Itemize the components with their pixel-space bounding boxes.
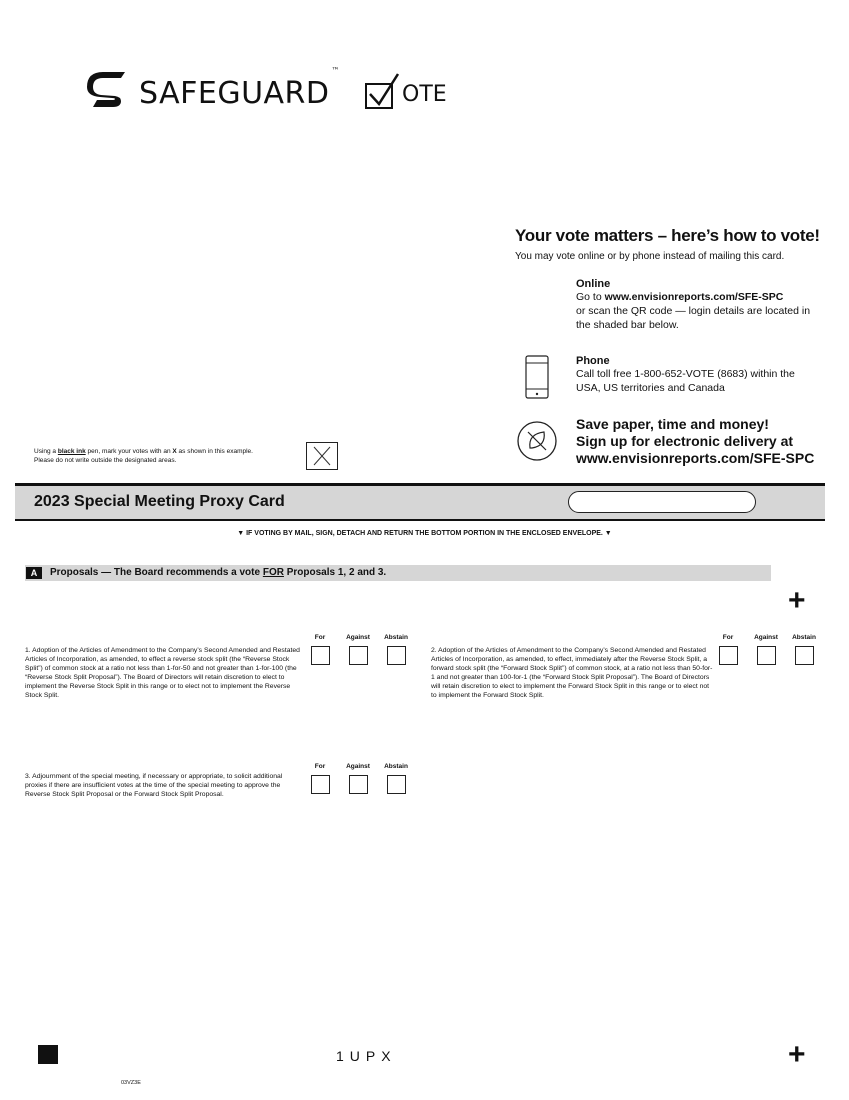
registration-square-mark [38, 1045, 58, 1064]
online-text: Go to www.envisionreports.com/SFE-SPC or scan the QR code — login details are located in the shaded bar below. [576, 291, 811, 331]
vote-logo: OTE [362, 70, 410, 116]
proxy-card-title: 2023 Special Meeting Proxy Card [34, 493, 285, 510]
proposal-3-against-checkbox[interactable] [349, 775, 368, 794]
header-bottom-rule [15, 519, 825, 521]
proposal-3-for-checkbox[interactable] [311, 775, 330, 794]
control-number-field[interactable] [568, 491, 756, 513]
proposal-1-text: 1. Adoption of the Articles of Amendment to the Company’s Second Amended and Restated Articles of Incorporation, as amended, to effect a reverse stock split (the “Reverse Stock Split”) of common stock at a ratio not less than 1-for-50 and not greater than 1-for-100 (the “Reverse Stock Split Proposal”). The Board of Directors will retain discretion to elect to implement the Reverse Stock Split in this range or to elect not to implement the Reverse Stock Split. [25, 647, 300, 699]
registration-plus-mark: + [788, 584, 806, 617]
proposal-2-text: 2. Adoption of the Articles of Amendment to the Company’s Second Amended and Restated Articles of Incorporation, as amended, to effect, immediately after the Reverse Stock Split, a forward stock split (the “Forward Stock Split”) of common stock, at a ratio not less than 50-for-1 and not greater than 100-for-1 (the “Forward Stock Split Proposal”). The Board of Directors will retain discretion to elect to implement the Forward Stock Split in this range or to elect not to implement the Forward Stock Split. [431, 647, 713, 699]
registration-plus-mark-bottom: + [788, 1038, 806, 1071]
x-mark-icon [307, 443, 337, 469]
online-url-link[interactable]: www.envisionreports.com/SFE-SPC [604, 291, 784, 303]
phone-text: Call toll free 1-800-652-VOTE (8683) within the USA, US territories and Canada [576, 368, 795, 394]
proposal-3-abstain-checkbox[interactable] [387, 775, 406, 794]
proposal-1-vote: For Against Abstain [301, 634, 415, 665]
proposal-1-against-checkbox[interactable] [349, 646, 368, 665]
leaf-icon [516, 420, 558, 462]
safeguard-logo-icon [85, 70, 131, 116]
electronic-delivery-promo: Save paper, time and money! Sign up for electronic delivery at www.envisionreports.com/SFE-SPC [576, 416, 836, 467]
brand-name: SAFEGUARD™ [139, 65, 341, 111]
proposal-2-abstain-checkbox[interactable] [795, 646, 814, 665]
detach-notice: ▼ IF VOTING BY MAIL, SIGN, DETACH AND RETURN THE BOTTOM PORTION IN THE ENCLOSED ENVELOPE. ▼ [237, 530, 612, 537]
online-title: Online [576, 278, 611, 290]
section-badge: A [26, 567, 42, 579]
proposal-3-text: 3. Adjournment of the special meeting, if necessary or appropriate, to solicit additional proxies if there are insufficient votes at the time of the special meeting to approve the Reverse Stock Split Proposal or the Forward Stock Split Proposal. [25, 773, 283, 798]
proposal-1-abstain-checkbox[interactable] [387, 646, 406, 665]
online-voting-section [576, 278, 816, 332]
proposal-2-for-checkbox[interactable] [719, 646, 738, 665]
example-mark-box [306, 442, 338, 470]
electronic-delivery-link[interactable]: www.envisionreports.com/SFE-SPC [576, 450, 815, 466]
proposal-2-against-checkbox[interactable] [757, 646, 776, 665]
proposal-2-vote: For Against Abstain [709, 634, 823, 665]
phone-title: Phone [576, 355, 610, 367]
marking-instructions: Using a black ink pen, mark your votes with an X as shown in this example. Please do not write outside the designated areas. [34, 448, 253, 464]
proposal-3-vote: For Against Abstain [301, 763, 415, 794]
how-to-vote-subtitle: You may vote online or by phone instead of mailing this card. [515, 251, 785, 262]
proposal-1-for-checkbox[interactable] [311, 646, 330, 665]
document-code: 03VZ3E [121, 1080, 141, 1086]
form-id-code: 1UPX [336, 1048, 397, 1064]
phone-voting-section [576, 355, 816, 395]
phone-icon [524, 355, 550, 399]
section-title: Proposals — The Board recommends a vote FOR Proposals 1, 2 and 3. [50, 567, 387, 578]
safeguard-vote-logo [85, 65, 447, 118]
how-to-vote-title: Your vote matters – here’s how to vote! [515, 226, 820, 245]
